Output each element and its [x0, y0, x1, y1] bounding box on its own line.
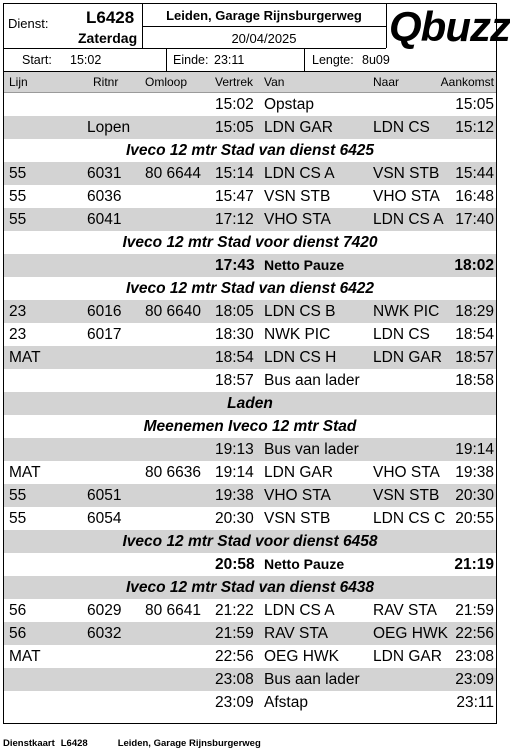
trip-row	[4, 346, 496, 369]
col-vertrek: Vertrek	[215, 75, 254, 89]
length-label: Lengte:	[312, 53, 354, 67]
service-date: 20/04/2025	[231, 31, 297, 46]
arrival-time: 18:57	[455, 349, 494, 366]
divider	[166, 48, 167, 71]
trip-number: Lopen	[87, 119, 131, 136]
section-row: Iveco 12 mtr Stad van dienst 6425	[125, 142, 375, 159]
arrival-time: 20:30	[455, 487, 494, 504]
trip-row	[4, 461, 496, 484]
arrival-time: 19:14	[455, 441, 494, 458]
arrival-time: 23:11	[456, 694, 494, 711]
departure-time: 22:56	[215, 648, 254, 665]
departure-time: 18:30	[215, 326, 254, 343]
trip-number: 6054	[87, 510, 122, 527]
pause-row	[4, 553, 496, 576]
departure-time: 17:43	[215, 257, 255, 274]
departure-time: 21:22	[215, 602, 254, 619]
departure-time: 20:30	[215, 510, 254, 527]
pause-row	[4, 254, 496, 277]
section-row: Iveco 12 mtr Stad van dienst 6422	[125, 280, 375, 297]
to-stop: VSN STB	[373, 165, 440, 182]
line-number: 55	[9, 487, 27, 504]
column-header-row	[4, 72, 496, 93]
service-day: Zaterdag	[78, 30, 138, 46]
line-number: 55	[9, 188, 27, 205]
footer-title: Dienstkaart	[3, 738, 55, 749]
to-stop: LDN CS	[373, 326, 430, 343]
trip-row	[4, 484, 496, 507]
block-number: 80 6640	[145, 303, 202, 320]
trip-row	[4, 599, 496, 622]
trip-number: 6017	[87, 326, 122, 343]
line-number: MAT	[9, 464, 41, 481]
arrival-time: 15:44	[455, 165, 494, 182]
to-stop: NWK PIC	[373, 303, 440, 320]
from-stop: LDN CS B	[264, 303, 336, 320]
page-footer	[3, 738, 287, 749]
col-ritnr: Ritnr	[93, 75, 119, 89]
from-stop: VSN STB	[264, 510, 331, 527]
from-stop: Bus aan lader	[264, 372, 360, 389]
departure-time: 15:14	[215, 165, 254, 182]
departure-time: 18:57	[215, 372, 254, 389]
footer-code: L6428	[60, 738, 88, 749]
block-number: 80 6644	[145, 165, 202, 182]
from-stop: LDN CS A	[264, 165, 335, 182]
from-stop: Afstap	[264, 694, 308, 711]
line-number: 55	[9, 211, 27, 228]
line-number: 56	[9, 602, 27, 619]
trip-row	[4, 507, 496, 530]
line-number: 23	[9, 326, 27, 343]
trip-row	[4, 185, 496, 208]
trip-number: 6029	[87, 602, 122, 619]
trip-row	[4, 645, 496, 668]
trip-row	[4, 438, 496, 461]
from-stop: Bus aan lader	[264, 671, 360, 688]
to-stop: OEG HWK	[373, 625, 448, 642]
trip-row	[4, 323, 496, 346]
departure-time: 18:05	[215, 303, 254, 320]
start-label: Start:	[22, 53, 52, 67]
section-row: Laden	[4, 392, 496, 415]
trip-row	[4, 208, 496, 231]
to-stop: LDN CS A	[373, 211, 444, 228]
section-row: Meenemen Iveco 12 mtr Stad	[143, 418, 357, 435]
arrival-time: 15:12	[455, 119, 494, 136]
trip-row	[4, 162, 496, 185]
start-time: 15:02	[70, 53, 102, 67]
trip-row	[4, 116, 496, 139]
to-stop: LDN GAR	[373, 349, 442, 366]
to-stop: LDN CS	[373, 119, 430, 136]
from-stop: OEG HWK	[264, 648, 339, 665]
line-number: 56	[9, 625, 27, 642]
to-stop: VHO STA	[373, 188, 440, 205]
departure-time: 17:12	[215, 211, 254, 228]
col-lijn: Lijn	[9, 75, 28, 89]
arrival-time: 22:56	[455, 625, 494, 642]
col-van: Van	[264, 75, 285, 89]
departure-time: 15:47	[215, 188, 254, 205]
arrival-time: 18:54	[455, 326, 494, 343]
from-stop: Bus van lader	[264, 441, 359, 458]
trip-number: 6051	[87, 487, 122, 504]
divider	[142, 26, 386, 27]
from-stop: LDN GAR	[264, 464, 333, 481]
pause-label: Netto Pauze	[264, 556, 345, 572]
from-stop: VSN STB	[264, 188, 331, 205]
line-number: MAT	[9, 648, 41, 665]
arrival-time: 21:59	[455, 602, 494, 619]
to-stop: LDN GAR	[373, 648, 442, 665]
departure-time: 19:38	[215, 487, 254, 504]
departure-time: 23:08	[215, 671, 254, 688]
trip-number: 6036	[87, 188, 122, 205]
from-stop: LDN CS A	[264, 602, 335, 619]
dienst-code: L6428	[86, 8, 135, 27]
departure-time: 19:13	[215, 441, 254, 458]
trip-number: 6016	[87, 303, 122, 320]
divider	[304, 48, 305, 71]
section-row: Iveco 12 mtr Stad voor dienst 6458	[4, 530, 496, 553]
departure-time: 15:02	[215, 96, 254, 113]
line-number: MAT	[9, 349, 41, 366]
garage-location: Leiden, Garage Rijnsburgerweg	[166, 8, 362, 23]
trip-row	[4, 691, 496, 714]
line-number: 23	[9, 303, 27, 320]
arrival-time: 23:09	[455, 671, 494, 688]
duty-header	[4, 3, 510, 72]
from-stop: Opstap	[264, 96, 314, 113]
end-time: 23:11	[214, 53, 245, 67]
block-number: 80 6641	[145, 602, 202, 619]
to-stop: VSN STB	[373, 487, 440, 504]
trip-row	[4, 668, 496, 691]
footer-location: Leiden, Garage Rijnsburgerweg	[117, 738, 261, 749]
departure-time: 19:14	[215, 464, 254, 481]
duty-card	[3, 3, 510, 724]
divider	[386, 4, 387, 48]
schedule-rows	[4, 93, 496, 714]
col-aankomst: Aankomst	[440, 75, 494, 89]
to-stop: VHO STA	[373, 464, 440, 481]
from-stop: RAV STA	[264, 625, 329, 642]
dienst-label: Dienst:	[8, 16, 49, 31]
from-stop: VHO STA	[264, 487, 331, 504]
trip-row	[4, 622, 496, 645]
section-row: Iveco 12 mtr Stad van dienst 6438	[4, 576, 496, 599]
arrival-time: 23:08	[455, 648, 494, 665]
from-stop: VHO STA	[264, 211, 331, 228]
arrival-time: 18:29	[455, 303, 494, 320]
trip-row	[4, 300, 496, 323]
col-naar: Naar	[373, 75, 400, 89]
arrival-time: 19:38	[455, 464, 494, 481]
arrival-time: 18:02	[454, 257, 494, 274]
section-row: Iveco 12 mtr Stad voor dienst 7420	[122, 234, 378, 251]
trip-number: 6032	[87, 625, 122, 642]
block-number: 80 6636	[145, 464, 202, 481]
to-stop: RAV STA	[373, 602, 438, 619]
line-number: 55	[9, 165, 27, 182]
departure-time: 18:54	[215, 349, 254, 366]
arrival-time: 21:19	[454, 556, 494, 573]
pause-label: Netto Pauze	[264, 257, 345, 273]
departure-time: 21:59	[215, 625, 254, 642]
from-stop: LDN CS H	[264, 349, 337, 366]
from-stop: NWK PIC	[264, 326, 331, 343]
end-label: Einde:	[173, 53, 209, 67]
trip-number: 6031	[87, 165, 122, 182]
to-stop: LDN CS C	[373, 510, 446, 527]
departure-time: 20:58	[215, 556, 255, 573]
divider	[4, 48, 386, 49]
qbuzz-logo: Qbuzz	[389, 3, 510, 50]
trip-number: 6041	[87, 211, 122, 228]
arrival-time: 16:48	[455, 188, 494, 205]
arrival-time: 20:55	[455, 510, 494, 527]
arrival-time: 15:05	[455, 96, 494, 113]
length-value: 8u09	[362, 53, 390, 67]
from-stop: LDN GAR	[264, 119, 333, 136]
arrival-time: 18:58	[455, 372, 494, 389]
trip-row	[4, 369, 496, 392]
trip-row	[4, 93, 496, 116]
arrival-time: 17:40	[455, 211, 494, 228]
col-omloop: Omloop	[145, 75, 188, 89]
line-number: 55	[9, 510, 27, 527]
departure-time: 15:05	[215, 119, 254, 136]
departure-time: 23:09	[215, 694, 254, 711]
